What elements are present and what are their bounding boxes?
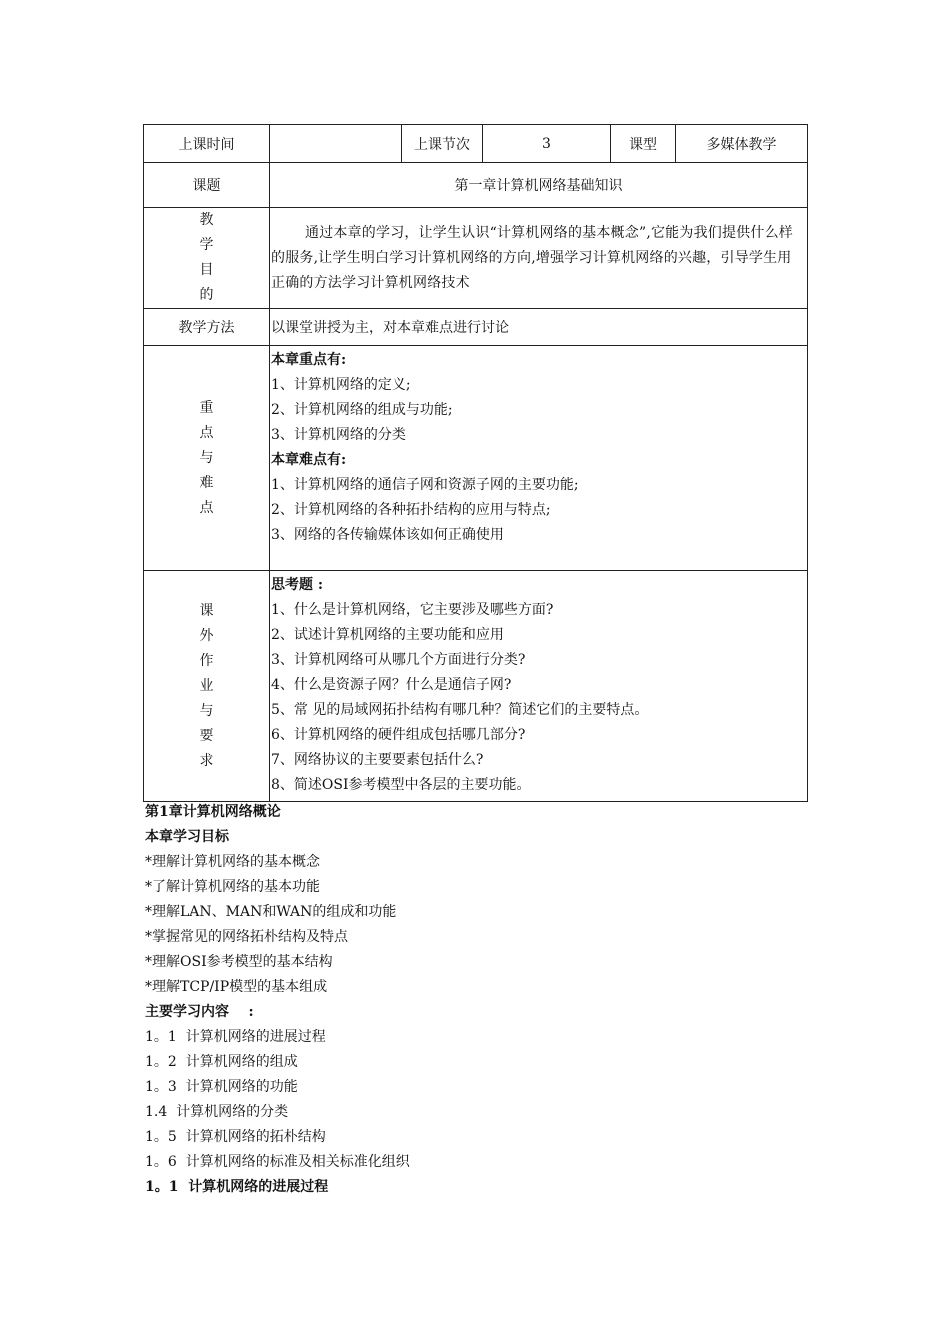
content-item: 1。1 计算机网络的进展过程 — [145, 1029, 326, 1045]
homework-item: 5、常 见的局域网拓扑结构有哪几种？简述它们的主要特点。 — [271, 702, 649, 718]
content-item: 1。6 计算机网络的标准及相关标准化组织 — [145, 1154, 410, 1170]
homework-label: 课 外 作 业 与 要 求 — [144, 571, 270, 802]
content-item: 1.4 计算机网络的分类 — [145, 1104, 289, 1120]
goal-item: *理解OSI参考模型的基本结构 — [145, 954, 333, 970]
key-points-row — [144, 346, 808, 571]
difficulty-item: 1、计算机网络的通信子网和资源子网的主要功能; — [271, 477, 579, 493]
key-points-content — [270, 346, 808, 571]
homework-row — [144, 571, 808, 802]
class-time-value — [270, 125, 402, 163]
goal-item: *理解TCP/IP模型的基本组成 — [145, 979, 328, 995]
difficulty-item: 2、计算机网络的各种拓扑结构的应用与特点; — [271, 502, 551, 518]
section-heading: 1。1 计算机网络的进展过程 — [145, 1179, 329, 1195]
objective-row — [144, 208, 808, 309]
method-value: 以课堂讲授为主，对本章难点进行讨论 — [270, 309, 808, 346]
content-item: 1。3 计算机网络的功能 — [145, 1079, 298, 1095]
content-heading: 主要学习内容 : — [145, 1004, 254, 1020]
homework-item: 3、计算机网络可从哪几个方面进行分类? — [271, 652, 526, 668]
content-item: 1。5 计算机网络的拓朴结构 — [145, 1129, 326, 1145]
topic-label: 课题 — [144, 163, 270, 208]
homework-content — [270, 571, 808, 802]
homework-item: 6、计算机网络的硬件组成包括哪几部分? — [271, 727, 526, 743]
method-label: 教学方法 — [144, 309, 270, 346]
chapter-body — [145, 800, 845, 1200]
focus-item: 3、计算机网络的分类 — [271, 427, 406, 443]
homework-item: 2、试述计算机网络的主要功能和应用 — [271, 627, 504, 643]
homework-item: 8、简述OSI参考模型中各层的主要功能。 — [271, 777, 531, 793]
schedule-row — [144, 125, 808, 163]
method-row — [144, 309, 808, 346]
class-type-value: 多媒体教学 — [676, 125, 808, 163]
class-period-value: 3 — [483, 125, 611, 163]
homework-item: 7、网络协议的主要要素包括什么? — [271, 752, 484, 768]
class-period-label: 上课节次 — [402, 125, 483, 163]
topic-row — [144, 163, 808, 208]
focus-item: 2、计算机网络的组成与功能; — [271, 402, 453, 418]
content-item: 1。2 计算机网络的组成 — [145, 1054, 298, 1070]
homework-item: 1、什么是计算机网络，它主要涉及哪些方面? — [271, 602, 554, 618]
objective-text: 通过本章的学习，让学生认识“计算机网络的基本概念”,它能为我们提供什么样的服务,让学生明白学习计算机网络的方向,增强学习计算机网络的兴趣，引导学生用正确的方法学习计算机网络技术 — [270, 208, 808, 309]
class-time-label: 上课时间 — [144, 125, 270, 163]
goal-item: *了解计算机网络的基本功能 — [145, 879, 320, 895]
objective-label: 教 学 目 的 — [144, 208, 270, 309]
lesson-plan-table — [143, 124, 808, 802]
focus-heading: 本章重点有: — [271, 352, 347, 368]
topic-value: 第一章计算机网络基础知识 — [270, 163, 808, 208]
goal-item: *掌握常见的网络拓朴结构及特点 — [145, 929, 348, 945]
goal-item: *理解计算机网络的基本概念 — [145, 854, 320, 870]
homework-heading: 思考题 : — [271, 577, 324, 593]
difficulty-item: 3、网络的各传输媒体该如何正确使用 — [271, 527, 504, 543]
homework-item: 4、什么是资源子网？什么是通信子网? — [271, 677, 512, 693]
key-points-label: 重 点 与 难 点 — [144, 346, 270, 571]
goals-heading: 本章学习目标 — [145, 829, 229, 845]
chapter-title: 第1章计算机网络概论 — [145, 804, 281, 820]
difficulty-heading: 本章难点有: — [271, 452, 347, 468]
goal-item: *理解LAN、MAN和WAN的组成和功能 — [145, 904, 397, 920]
class-type-label: 课型 — [611, 125, 676, 163]
focus-item: 1、计算机网络的定义; — [271, 377, 411, 393]
